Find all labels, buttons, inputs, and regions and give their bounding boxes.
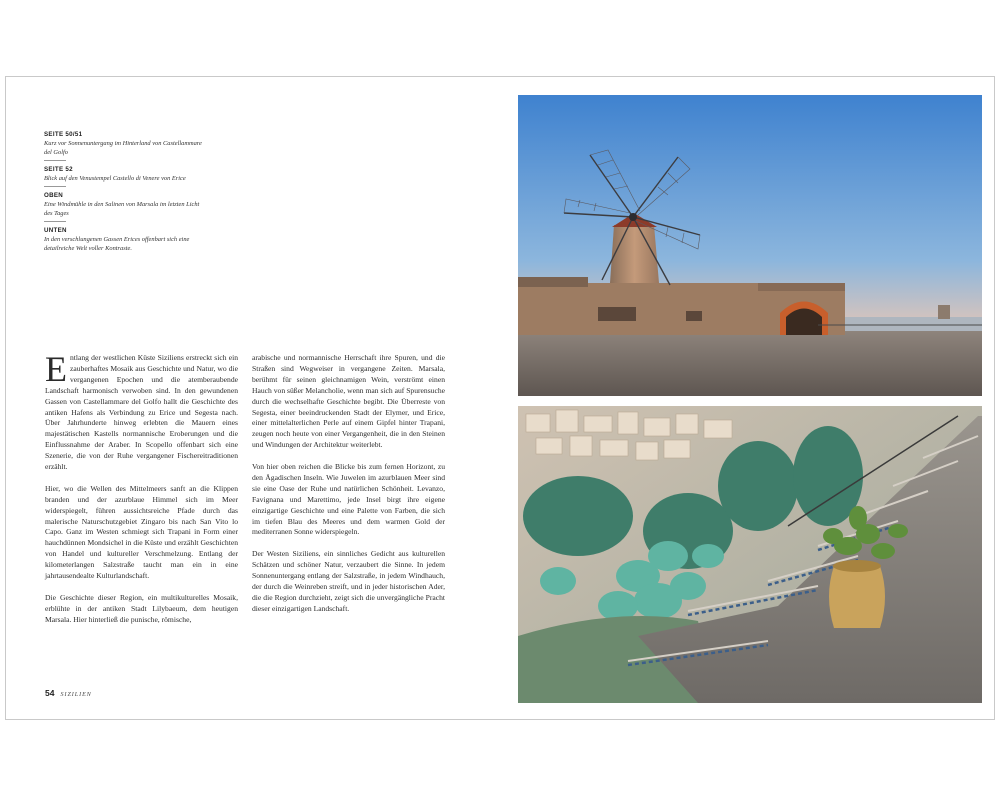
caption-divider	[44, 186, 66, 187]
caption-page-52	[44, 165, 204, 183]
erice-photo-illustration	[518, 406, 982, 703]
body-paragraph: Der Westen Siziliens, ein sinnliches Gedicht aus kulturellen Schätzen und schöner Natur, verzaubert die Sinne. In jedem Sonnenuntergang entlang der Salzstraße, in jedem Windhauch, der durch die Weinreben streift, und in jeder historischen Ader, die die Region durchzieht, zeigt sich die unvergängliche Pracht dieser einzigartigen Landschaft.	[252, 549, 445, 613]
windmill-photo-illustration	[518, 95, 982, 396]
body-paragraph	[45, 349, 238, 473]
windmill-photo	[518, 95, 982, 396]
body-column-right	[252, 353, 445, 626]
caption-text: Kurz vor Sonnenuntergang im Hinterland von Castellammare del Golfo	[44, 140, 202, 156]
caption-heading: SEITE 50/51	[44, 131, 83, 138]
body-paragraph: Hier, wo die Wellen des Mittelmeers sanft an die Klippen branden und der azurblaue Himmel sich im Meer widerspiegelt, führen aussichtsreiche Pfade durch das malerische Naturschutzgebiet Zingaro bis nach San Vito lo Capo. Ganz im Westen schmiegt sich Trapani in Form einer hauchdünnen Mondsichel in die Küste und erzählt Geschichten von Handel und kultureller Verschmelzung. Entlang der kilometerlangen Salzstraße taucht man ein in eine jahrtausendealte Kulturlandschaft.	[45, 483, 238, 581]
section-name: SIZILIEN	[60, 692, 92, 698]
page-footer	[45, 688, 92, 698]
caption-top	[44, 191, 204, 218]
caption-heading: OBEN	[44, 192, 64, 199]
page-number: 54	[45, 688, 55, 698]
caption-text: Eine Windmühle in den Salinen von Marsala im letzten Licht des Tages	[44, 201, 200, 217]
body-paragraph: Die Geschichte dieser Region, ein multikulturelles Mosaik, erblühte in der antiken Stadt Lilybaeum, dem heutigen Marsala. Hier hinterließ die punische, römische,	[45, 592, 238, 624]
caption-divider	[44, 221, 66, 222]
body-paragraph: Von hier oben reichen die Blicke bis zum fernen Horizont, zu den Ägadischen Inseln. Wie Juwelen im azurblauen Meer sind sie eine Oase der Ruhe und natürlichen Schönheit. Levanzo, Favignana und Marettimo, jede Insel birgt ihre eigene einzigartige Geschichte und eine Palette von Farben, die sich im tiefen Blau des Meeres und dem warmen Gold der mediterranen Sonne widerspiegeln.	[252, 462, 445, 537]
caption-divider	[44, 160, 66, 161]
erice-mural-stairs-photo	[518, 406, 982, 703]
paragraph-text: ntlang der westlichen Küste Siziliens erstreckt sich ein zauberhaftes Mosaik aus Geschichte und Natur, wo die vergangenen Epochen und die atemberaubende Landschaft harmonisch verwoben sind. In den gewundenen Gassen von Castellammare del Golfo hallt die Geschichte des antiken Hafens als Verbindung zu Erice und Segesta nach. Über Jahrhunderte hinweg erlebten die Mauern eines majestätischen Kastells normannische Eroberungen und die Einflussnahme der Araber. In Scopello offenbart sich eine Szenerie, die von der Ruhe vergangener Fischereitraditionen erzählt.	[45, 353, 238, 472]
caption-bottom	[44, 226, 204, 253]
body-paragraph: arabische und normannische Herrschaft ihre Spuren, und die Straßen sind Wegweiser in vergangene Zeiten. Marsala, berühmt für seinen gleichnamigen Wein, verströmt einen Hauch von süßer Melancholie, wenn man sich auf Spurensuche durch die wechselhafte Geschichte begibt. Die Überreste von Segesta, einer beeindruckenden Stadt der Elymer, und Erice, einer mittelalterlichen Perle auf einem Gipfel hinter Trapani, zeugen noch heute von einer Vergangenheit, die in den Steinen und Windungen der Architektur weiterlebt.	[252, 353, 445, 450]
drop-cap: E	[45, 349, 67, 389]
photo-captions	[44, 130, 204, 256]
caption-text: In den verschlungenen Gassen Erices offenbart sich eine detailreiche Welt voller Kontraste.	[44, 236, 190, 252]
caption-text: Blick auf den Venustempel Castello di Venere von Erice	[44, 175, 186, 182]
caption-heading: UNTEN	[44, 227, 67, 234]
caption-heading: SEITE 52	[44, 166, 73, 173]
body-column-left	[45, 349, 238, 637]
caption-pages-50-51	[44, 130, 204, 157]
